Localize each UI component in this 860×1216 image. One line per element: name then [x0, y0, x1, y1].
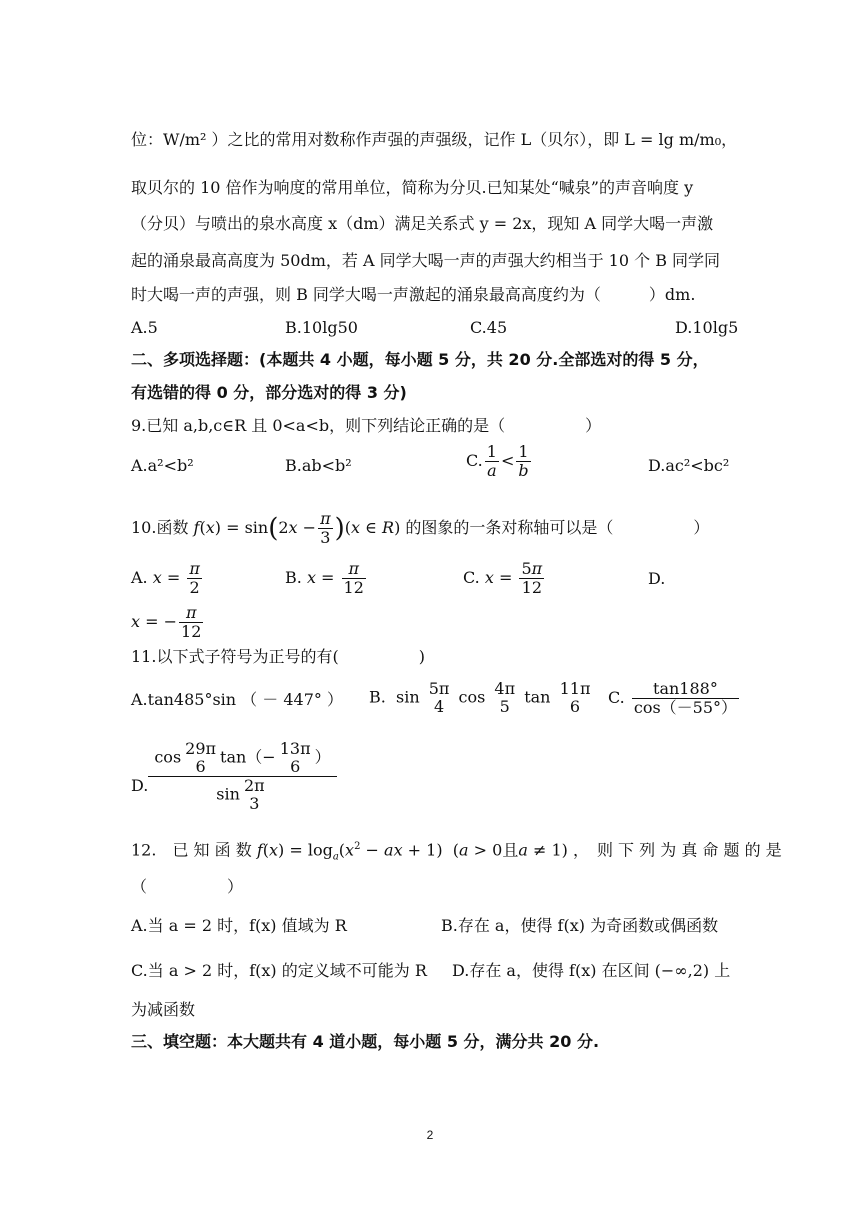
q9-option-c-label: C.: [466, 451, 483, 470]
q8-option-c: C.45: [470, 318, 508, 337]
q10-option-a: A. x = $\frac{\pi}{2}$: [131, 559, 200, 597]
q12-option-d: D.存在 a，使得 f(x) 在区间 (−∞,2) 上: [452, 961, 731, 980]
q8-option-a: A.5: [131, 318, 158, 337]
q10-stem: 10.函数 f(x) = sin(2x − $\frac{\pi}{3}$ )(x ∈ R) 的图象的一条对称轴可以是（ ）: [131, 509, 710, 547]
q8-option-d: D.10lg5: [675, 318, 739, 337]
intro-line-2: 取贝尔的 10 倍作为响度的常用单位，简称为分贝.已知某处“喊泉”的声音响度 y: [131, 178, 694, 197]
section2-heading-line-1: 二、多项选择题：(本题共 4 小题，每小题 5 分，共 20 分.全部选对的得 5 分，: [131, 350, 709, 369]
q12-option-b: B.存在 a，使得 f(x) 为奇函数或偶函数: [441, 916, 719, 935]
q10-option-c-label: C.: [463, 568, 480, 587]
q9-option-a: A.a²<b²: [131, 456, 194, 475]
q12-option-a: A.当 a = 2 时，f(x) 值域为 R: [131, 916, 347, 935]
intro-line-5: 时大喝一声的声强，则 B 同学大喝一声激起的涌泉最高高度约为（ ）dm.: [131, 285, 696, 304]
intro-line-1: 位：W/m² ）之比的常用对数称作声强的声强级，记作 L（贝尔），即 L = lg m/m₀，: [131, 130, 738, 149]
q11-stem: 11.以下式子符号为正号的有( ): [131, 647, 425, 666]
q11-option-d-label: D.: [131, 775, 149, 795]
q11-option-c-fraction: $\frac{\tan 188^\circ}{\cos(-55^\circ)}$: [633, 679, 738, 717]
q10-option-b: B. x = $\frac{\pi}{12}$: [285, 559, 364, 597]
q11-option-b-label: B.: [369, 687, 386, 707]
q9-option-d: D.ac²<bc²: [648, 456, 730, 475]
q12-paren: （ ）: [131, 877, 244, 896]
fraction-pi-over-3: $\frac{\pi}{3}$: [320, 509, 331, 547]
q8-option-b: B.10lg50: [285, 318, 358, 337]
q11-option-c: [608, 680, 741, 717]
q9-option-b: B.ab<b²: [285, 456, 352, 475]
q12-stem: 12. 已 知 函 数 $f(x) = \log_a(x^2$ − ax + 1) (a > 0且a ≠ 1) ， 则 下 列 为 真 命 题 的 是: [131, 840, 782, 863]
q10-stem-suffix: 的图象的一条对称轴可以是（ ）: [405, 518, 710, 537]
q12-option-c: C.当 a > 2 时，f(x) 的定义域不可能为 R: [131, 961, 427, 980]
fraction-1-over-b: $\frac{1}{b}$: [518, 442, 529, 480]
section2-heading-line-2: 有选错的得 0 分，部分选对的得 3 分): [131, 383, 407, 402]
q12-stem-suffix: ， 则 下 列 为 真 命 题 的 是: [572, 840, 782, 860]
section3-heading: 三、填空题：本大题共有 4 道小题，每小题 5 分，满分共 20 分.: [131, 1032, 600, 1051]
intro-line-4: 起的涌泉最高高度为 50dm，若 A 同学大喝一声的声强大约相当于 10 个 B 同学同: [131, 251, 721, 270]
q11-option-b: B. sin 5π 4 cos 4π 5 tan 11π 6: [369, 679, 591, 716]
q11-option-d: D. cos 29π 6 tan（− 13π 6 ） sin 2π 3: [131, 740, 339, 813]
fraction-1-over-a: $\frac{1}{a}$: [486, 442, 497, 480]
q12-stem-prefix: 12. 已 知 函 数: [131, 840, 252, 860]
q10-stem-prefix: 10.函数: [131, 518, 189, 537]
q10-option-b-label: B.: [285, 568, 302, 587]
q9-option-c: C. $\frac{1}{a}$ < $\frac{1}{b}$: [466, 442, 529, 480]
q10-option-a-label: A.: [131, 568, 148, 587]
intro-line-3: （分贝）与喷出的泉水高度 x（dm）满足关系式 y = 2x，现知 A 同学大喝一声激: [131, 214, 714, 233]
q10-option-d: x = − $\frac{\pi}{12}$: [131, 603, 202, 641]
q12-option-d-continued: 为减函数: [131, 1000, 196, 1019]
q10-option-d-label: D.: [648, 569, 666, 588]
q9-stem: 9.已知 a,b,c∈R 且 0<a<b，则下列结论正确的是（ ）: [131, 416, 602, 435]
q10-option-c: C. x = $\frac{5\pi}{12}$: [463, 559, 543, 597]
q11-option-a: A.tan485°sin （ － 447° ）: [131, 690, 343, 709]
page-number: 2: [426, 1128, 434, 1142]
q11-option-c-label: C.: [608, 688, 625, 707]
